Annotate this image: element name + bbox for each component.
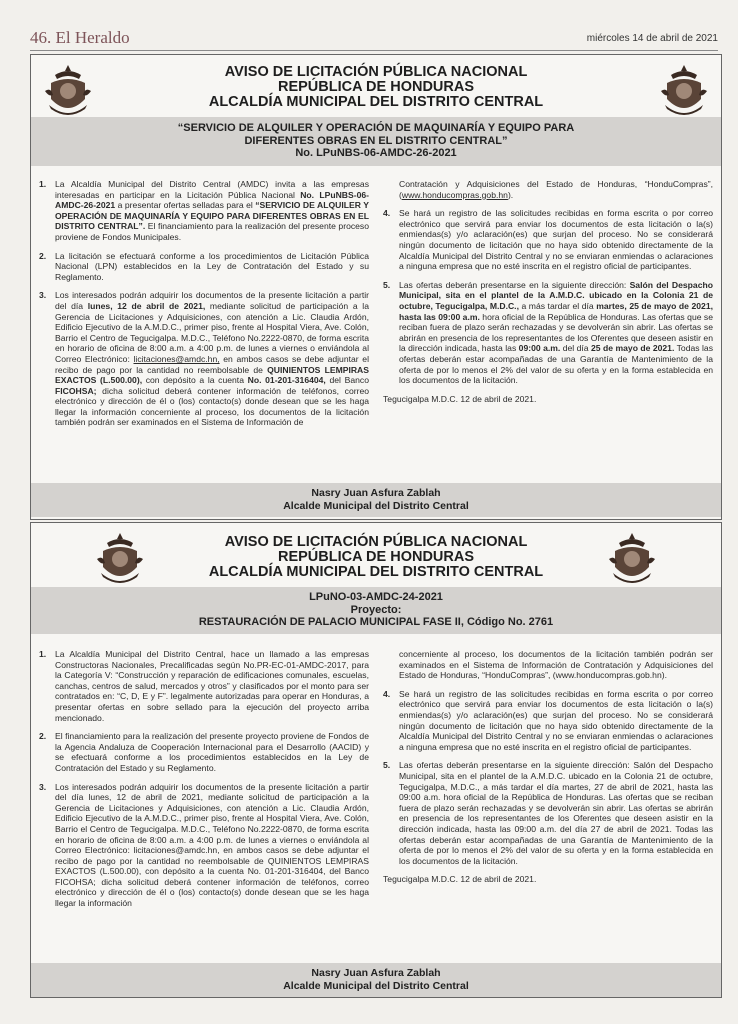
item-text-bold: 25 de mayo de 2021. <box>591 343 675 354</box>
item-text-bold: lunes, 12 de abril de 2021, <box>87 300 206 311</box>
heading-line: ALCALDÍA MUNICIPAL DEL DISTRITO CENTRAL <box>208 94 544 110</box>
list-item <box>39 731 369 773</box>
place-date: Tegucigalpa M.D.C. 12 de abril de 2021. <box>383 393 537 404</box>
notice-1 <box>30 54 722 520</box>
coat-of-arms-emblem-left <box>93 529 147 589</box>
left-column <box>39 649 369 917</box>
item-text: Los interesados podrán adquirir los documentos de la presente licitación a partir del día <box>55 290 369 311</box>
list-item-continued <box>383 179 713 200</box>
email-link[interactable]: licitaciones@amdc.hn, <box>133 353 220 364</box>
item-text: en ambos casos se debe adjuntar el recibo de pago por la cantidad no reembolsable de <box>55 353 369 375</box>
item-text-bold: No. LPuNBS-06-AMDC-26-2021 <box>55 189 369 211</box>
signature-band <box>31 963 721 997</box>
item-text: a más tardar el día <box>518 300 597 311</box>
tender-number: LPuNO-03-AMDC-24-2021 <box>309 591 443 603</box>
item-number: 5. <box>383 760 391 771</box>
list-item <box>39 290 369 428</box>
page-number-masthead: 46. El Heraldo <box>30 28 130 47</box>
item-text: El financiamiento para la realización del presente proceso proviene de Fondos Municipales. <box>55 221 369 242</box>
right-column <box>383 649 713 885</box>
list-item <box>383 689 713 753</box>
item-text-bold: FICOHSA; <box>55 385 97 396</box>
item-number: 1. <box>39 649 47 659</box>
item-text: del Banco <box>325 375 369 386</box>
project-label: Proyecto: <box>350 603 402 616</box>
item-text: El financiamiento para la realización del presente proyecto proviene de Fondos de la Agencia Andaluza de Cooperación Internacional para el Desarrollo (AACID) y se efectuará conforme a los procedimientos establecidos en la Ley de Contratación del Estado y su Reglamento. <box>55 731 369 773</box>
item-text-bold: QUINIENTOS LEMPIRAS EXACTOS (L.500.00), <box>55 364 369 386</box>
project-title-band <box>31 587 721 634</box>
project-title: RESTAURACIÓN DE PALACIO MUNICIPAL FASE II, Código No. 2761 <box>198 616 554 628</box>
item-number: 2. <box>39 731 47 742</box>
coat-of-arms-emblem-left <box>41 61 95 121</box>
list-item <box>39 251 369 283</box>
item-number: 3. <box>39 290 47 301</box>
page-header <box>30 28 718 51</box>
website-link[interactable]: www.honducompras.gob.hn <box>401 189 508 200</box>
signatory-name: Nasry Juan Asfura Zablah <box>311 487 441 499</box>
project-title-line: DIFERENTES OBRAS EN EL DISTRITO CENTRAL” <box>244 134 508 147</box>
item-number: 3. <box>39 781 47 792</box>
list-item <box>383 208 713 272</box>
heading-line: ALCALDÍA MUNICIPAL DEL DISTRITO CENTRAL <box>208 564 544 580</box>
notice-2 <box>30 522 722 998</box>
list-item <box>39 782 369 909</box>
item-text: Los interesados podrán adquirir los documentos de la presente licitación a partir del día lunes, 12 de abril de 2021, mediante solicitud de participación a la Gerencia de Licitaciones y Adquisiciones, con atención a Lic. Claudia Ardón, Edificio Ejecutivo de la A.M.D.C., primer piso, frente al Hospital Viera, Ave. Colón, Barrio el Centro de Tegucigalpa. M.D.C., Teléfono No.2222-0870, de forma escrita en horario de oficina de 8:00 a.m. a 4:00 p.m. de lunes a viernes o enviándola al Correo Electrónico: licitaciones@amdc.hn, en ambos casos se debe adjuntar el recibo de pago por la cantidad no reembolsable de QUINIENTOS LEMPIRAS EXACTOS (L.500.00), con depósito a la cuenta No. 01-201-316404, del Banco FICOHSA; dicha solicitud deberá contener información de teléfonos, correo electrónico y dirección de él o (los) contacto(s) donde desean que se les haga llegar la información <box>55 781 369 909</box>
right-column <box>383 179 713 404</box>
item-text: Contratación y Adquisiciones del Estado de Honduras, “HonduCompras”, ( <box>399 179 713 200</box>
item-text: Todas las ofertas deberán estar acompañadas de una Garantía de Mantenimiento de la oferta de por lo menos el 2% del valor de su oferta y en la forma establecida en los documentos de la licitación. <box>399 343 713 386</box>
item-text: ). <box>507 189 514 200</box>
item-text: dicha solicitud deberá contener información de teléfonos, correo electrónico y dirección de él o (los) contacto(s) donde desean que se les haga llegar la información concerniente al proceso, los documentos de la licitación también podrán ser examinados en el Sistema de Información de <box>55 385 369 428</box>
item-text: La Alcaldía Municipal del Distrito Central (AMDC) invita a las empresas interesadas en participar en la Licitación Pública Nacional <box>55 179 369 200</box>
item-text: La licitación se efectuará conforme a los procedimientos de Licitación Pública Nacional (LPN) establecidos en la Ley de Contratación del Estado y su Reglamento. <box>55 250 369 282</box>
heading-line: AVISO DE LICITACIÓN PÚBLICA NACIONAL <box>224 64 528 80</box>
signatory-title: Alcalde Municipal del Distrito Central <box>283 980 469 992</box>
signature-band <box>31 483 721 517</box>
item-text: hora oficial de la República de Honduras. Las ofertas que se reciban fuera de plazo serán rechazadas y se devolverán sin abrir. Las ofertas se abrirán en presencia de los representantes de los Oferentes que deseen asistir en la dirección indicada, hasta las <box>399 311 714 354</box>
heading-line: REPÚBLICA DE HONDURAS <box>277 79 475 95</box>
item-text: Las ofertas deberán presentarse en la siguiente dirección: Salón del Despacho Municipal, sita en el plantel de la A.M.D.C. ubicado en la Colonia 21 de octubre, Tegucigalpa, M.D.C., a más tardar el día martes, 27 de abril de 2021, hasta las 09:00 a.m. hora oficial de la República de Honduras. Las ofertas que se reciban fuera de plazo serán rechazadas y se devolverán sin abrir. Las ofertas se abrirán en presencia de los representantes de los Oferentes que deseen asistir en la dirección indicada, hasta las 09:00 a.m. del día 27 de abril de 2021. Todas las ofertas deberán estar acompañadas de una Garantía de Mantenimiento de la oferta de por lo menos el 2% del valor de su oferta y en la forma establecida en los documentos de la licitación. <box>399 760 713 866</box>
item-text: del día <box>560 343 592 354</box>
signatory-name: Nasry Juan Asfura Zablah <box>311 967 441 979</box>
heading-line: REPÚBLICA DE HONDURAS <box>277 549 475 565</box>
item-number: 1. <box>39 179 47 189</box>
item-text: mediante solicitud de participación a la Gerencia de Licitaciones y Adquisiciones, con atención a Lic. Claudia Ardón, Edificio Ejecutivo de la A.M.D.C., primer piso, frente al Hospital Viera, Ave. Colón, Barrio el Centro de Tegucigalpa. M.D.C., Teléfono No.2222-0870, de forma escrita en horario de oficina de 8:00 a.m. a 4:00 p.m. de lunes a viernes o enviándola al Correo Electrónico: <box>55 300 369 364</box>
item-text: con depósito a la cuenta <box>142 375 248 386</box>
list-item <box>383 280 713 386</box>
item-text-bold: “SERVICIO DE ALQUILER Y OPERACIÓN DE MAQUINARÍA Y EQUIPO PARA DIFERENTES OBRAS EN EL DISTRITO CENTRAL”. <box>55 200 369 232</box>
project-title-band <box>31 117 721 166</box>
item-text: La Alcaldía Municipal del Distrito Central, hace un llamado a las empresas Constructoras Nacionales, Precalificadas según No.PR-EC-01-AMDC-2017, para la Categoría V: “Construcción y reparación de edificaciones comunales, escuelas, canchas, centros de salud, mercados y otros” y clasificados por el monto para ser contratados en: “C, D, E y F”. legalmente autorizadas para operar en Honduras, a presentar ofertas en sobre sellado para la ejecución del proyecto arriba mencionado. <box>55 649 369 723</box>
item-number: 5. <box>383 279 391 290</box>
item-text-bold: No. 01-201-316404, <box>247 375 326 386</box>
issue-date: miércoles 14 de abril de 2021 <box>586 33 718 44</box>
item-text: Las ofertas deberán presentarse en la siguiente dirección: <box>399 279 630 290</box>
item-number: 4. <box>383 208 391 219</box>
notice-heading <box>31 55 721 110</box>
list-item <box>39 179 369 243</box>
item-text-bold: Salón del Despacho Municipal, sita en el plantel de la A.M.D.C. ubicado en la Colonia 21 de octubre, Tegucigalpa, M.D.C., <box>399 279 713 311</box>
coat-of-arms-emblem-right <box>605 529 659 589</box>
item-number: 4. <box>383 688 391 699</box>
place-date: Tegucigalpa M.D.C. 12 de abril de 2021. <box>383 874 537 885</box>
tender-number: No. LPuNBS-06-AMDC-26-2021 <box>295 147 457 159</box>
list-item-continued <box>383 649 713 681</box>
coat-of-arms-emblem-right <box>657 61 711 121</box>
heading-line: AVISO DE LICITACIÓN PÚBLICA NACIONAL <box>224 534 528 550</box>
item-number: 2. <box>39 250 47 261</box>
list-item <box>383 760 713 866</box>
item-text-bold: martes, 25 de mayo de 2021, hasta las 09:00 a.m. <box>399 300 713 322</box>
signatory-title: Alcalde Municipal del Distrito Central <box>283 500 469 512</box>
item-text: a presentar ofertas selladas para el <box>115 200 256 211</box>
item-text: Se hará un registro de las solicitudes recibidas en forma escrita o por correo electrónico que servirá para enviar los documentos de esta licitación o la(s) enmiendas(s) y/o aclaración(es) que surjan del proceso. No se considerará ningún documento de licitación que no haya sido obtenido directamente de la Alcaldía Municipal del Distrito Central y no se enviaran enmiendas o aclaraciones a ninguna empresa que no esté inscrita en el registro oficial de participantes. <box>399 688 713 752</box>
list-item <box>39 649 369 723</box>
item-text-bold: 09:00 a.m. <box>518 343 561 354</box>
left-column <box>39 179 369 436</box>
item-text: Se hará un registro de las solicitudes recibidas en forma escrita o por correo electrónico que servirá para enviar los documentos de esta licitación o la(s) enmiendas(s) y/o aclaración(es) que surjan del proceso. No se considerará ningún documento de licitación que no haya sido obtenido directamente de la Alcaldía Municipal del Distrito Central y no se enviaran enmiendas o aclaraciones a ninguna empresa que no esté inscrita en el registro oficial de participantes. <box>399 208 713 272</box>
project-title-line: “SERVICIO DE ALQUILER Y OPERACIÓN DE MAQUINARÍA Y EQUIPO PARA <box>177 122 575 134</box>
item-text: concerniente al proceso, los documentos de la licitación también podrán ser examinados en el Sistema de Información de Contratación y Adquisiciones del Estado de Honduras, “HonduCompras”, (www.honducompras.gob.hn). <box>399 649 713 681</box>
